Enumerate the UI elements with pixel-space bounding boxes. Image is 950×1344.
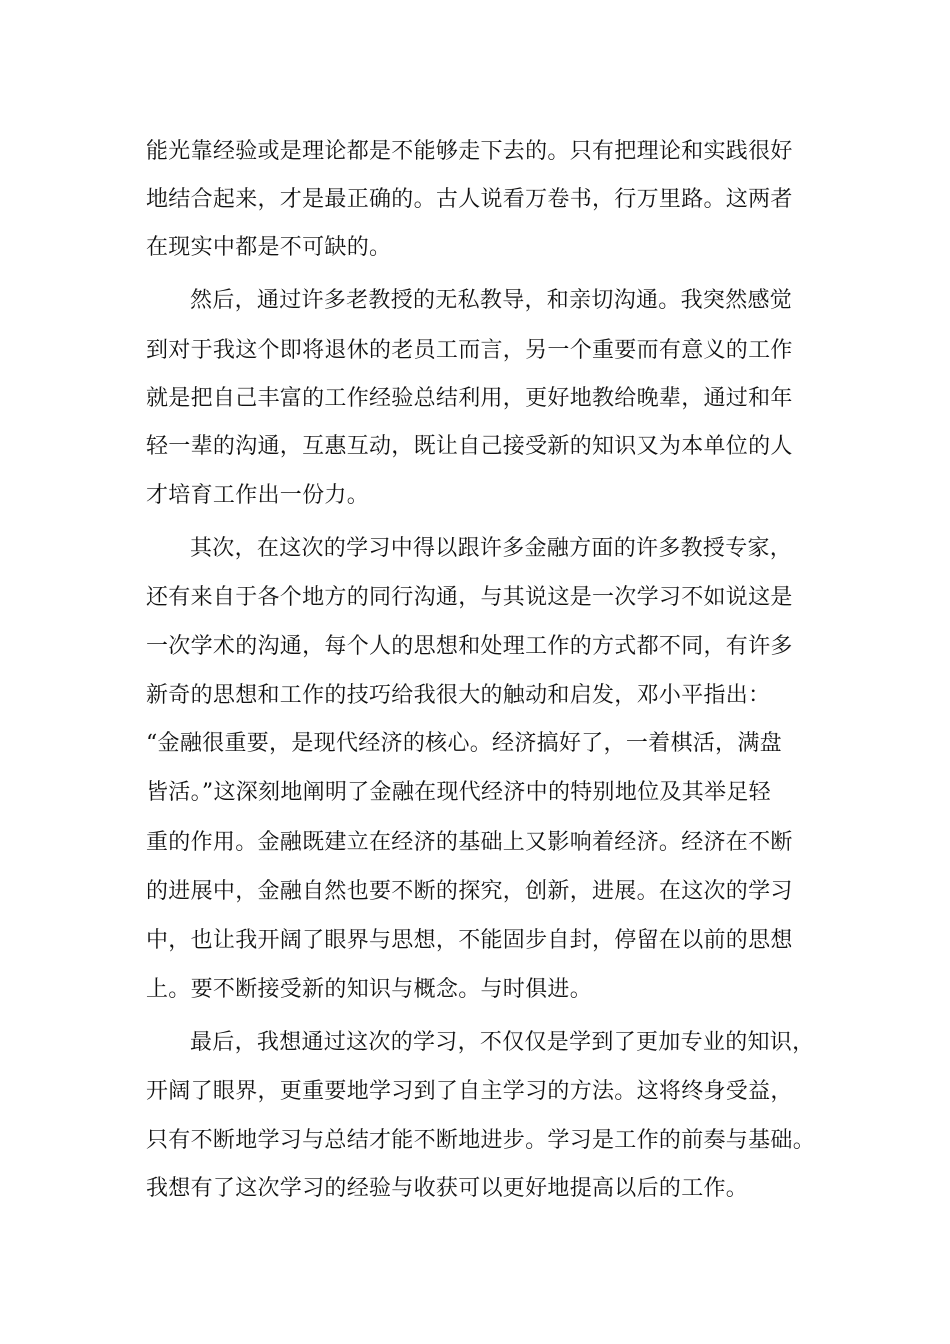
paragraph-3-line-7: 重的作用。金融既建立在经济的基础上又影响着经济。经济在不断 bbox=[146, 830, 793, 855]
paragraph-1-line-3: 在现实中都是不可缺的。 bbox=[146, 235, 392, 260]
paragraph-1-line-2: 地结合起来，才是最正确的。古人说看万卷书，行万里路。这两者 bbox=[146, 187, 793, 212]
paragraph-1-line-1: 能光靠经验或是理论都是不能够走下去的。只有把理论和实践很好 bbox=[146, 139, 793, 164]
paragraph-3-line-1: 其次，在这次的学习中得以跟许多金融方面的许多教授专家， bbox=[190, 536, 793, 561]
paragraph-4-line-2: 开阔了眼界，更重要地学习到了自主学习的方法。这将终身受益， bbox=[146, 1079, 793, 1104]
paragraph-4-line-4: 我想有了这次学习的经验与收获可以更好地提高以后的工作。 bbox=[146, 1176, 749, 1201]
paragraph-2-line-5: 才培育工作出一份力。 bbox=[146, 483, 370, 508]
paragraph-3-line-10: 上。要不断接受新的知识与概念。与时俱进。 bbox=[146, 977, 593, 1002]
paragraph-3-line-2: 还有来自于各个地方的同行沟通，与其说这是一次学习不如说这是 bbox=[146, 585, 793, 610]
paragraph-3-line-3: 一次学术的沟通，每个人的思想和处理工作的方式都不同，有许多 bbox=[146, 634, 793, 659]
paragraph-3-line-8: 的进展中，金融自然也要不断的探究，创新，进展。在这次的学习 bbox=[146, 879, 793, 904]
paragraph-3-line-4: 新奇的思想和工作的技巧给我很大的触动和启发，邓小平指出： bbox=[146, 683, 771, 708]
paragraph-4-line-3: 只有不断地学习与总结才能不断地进步。学习是工作的前奏与基础。 bbox=[146, 1128, 816, 1153]
paragraph-2-line-4: 轻一辈的沟通，互惠互动，既让自己接受新的知识又为本单位的人 bbox=[146, 434, 793, 459]
paragraph-2-line-2: 到对于我这个即将退休的老员工而言，另一个重要而有意义的工作 bbox=[146, 338, 793, 363]
paragraph-4-line-1: 最后，我想通过这次的学习，不仅仅是学到了更加专业的知识， bbox=[190, 1030, 815, 1055]
paragraph-2-line-1: 然后，通过许多老教授的无私教导，和亲切沟通。我突然感觉 bbox=[190, 288, 793, 313]
paragraph-3-line-9: 中，也让我开阔了眼界与思想，不能固步自封，停留在以前的思想 bbox=[146, 928, 793, 953]
paragraph-3-line-6: 皆活。”这深刻地阐明了金融在现代经济中的特别地位及其举足轻 bbox=[146, 780, 771, 805]
paragraph-2-line-3: 就是把自己丰富的工作经验总结利用，更好地教给晚辈，通过和年 bbox=[146, 386, 793, 411]
paragraph-3-line-5: “金融很重要，是现代经济的核心。经济搞好了，一着棋活，满盘 bbox=[146, 731, 782, 756]
